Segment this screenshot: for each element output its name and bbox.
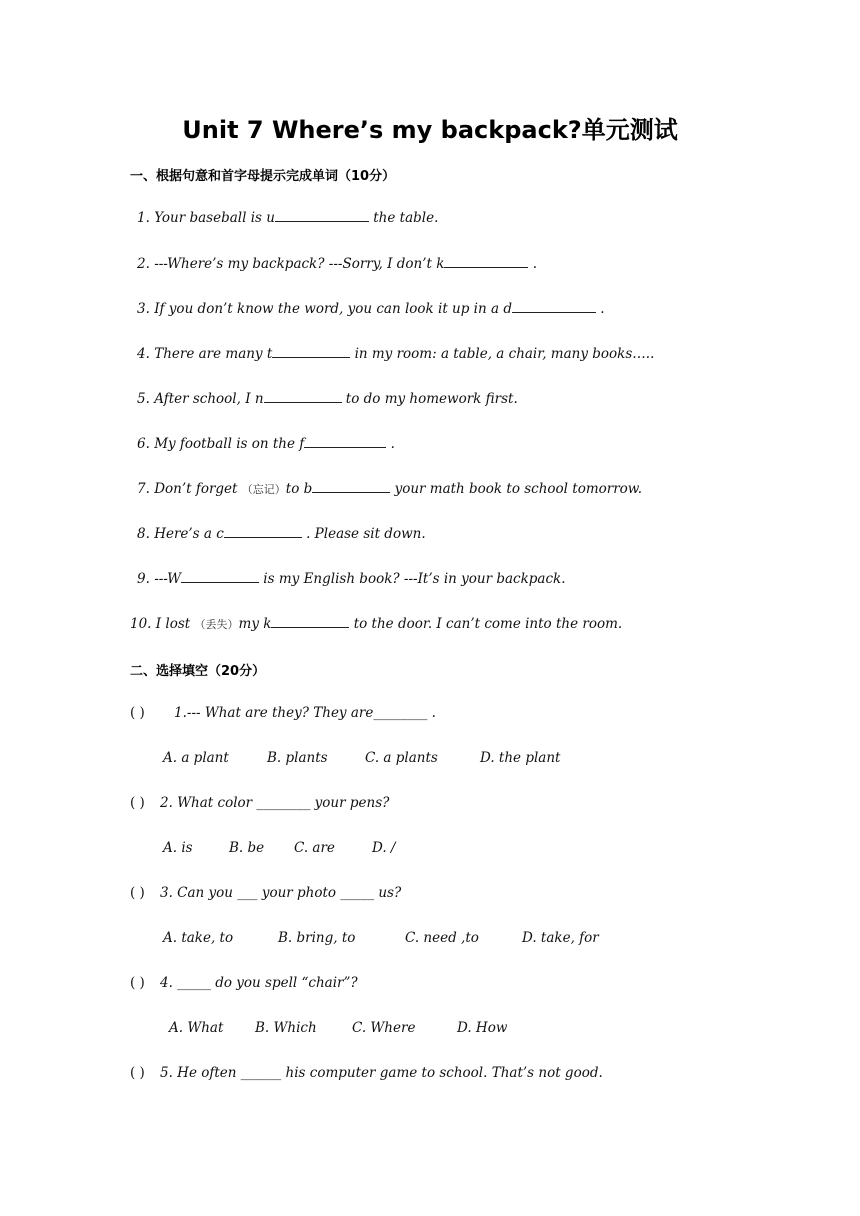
option-d[interactable]: D. How [457,1020,508,1036]
item-text-before: ---W [154,571,182,587]
item-text-before: I lost [155,616,191,632]
question-4-text: 4. _____ do you spell “chair”? [160,975,358,991]
item-text-after: . [386,436,395,452]
fill-item-1 [137,208,438,226]
option-a[interactable]: A. a plant [163,750,229,766]
answer-blank[interactable] [271,614,349,628]
answer-blank[interactable] [181,569,259,583]
answer-paren[interactable]: ( ) [130,975,145,991]
item-number: 9. [137,571,150,587]
item-text-after: in my room: a table, a chair, many books….. [350,346,655,362]
item-text-before: There are many t [154,346,273,362]
item-text-before: Here’s a c [154,526,224,542]
item-number: 8. [137,526,150,542]
item-text-before: My football is on the f [154,436,305,452]
answer-blank[interactable] [304,434,386,448]
section-2-heading: 二、选择填空（20分） [130,664,266,679]
answer-blank[interactable] [272,344,350,358]
question-1-text: 1.--- What are they? They are________ . [174,705,436,721]
option-a[interactable]: A. take, to [163,930,234,946]
answer-paren[interactable]: ( ) [130,705,145,721]
fill-item-6 [137,434,395,452]
item-text-mid: my k [238,616,272,632]
item-number: 4. [137,346,150,362]
item-text-after: your math book to school tomorrow. [390,481,643,497]
answer-blank[interactable] [512,299,596,313]
answer-paren[interactable]: ( ) [130,885,145,901]
fill-item-7 [137,479,642,497]
item-text-after: . [595,301,605,317]
option-d[interactable]: D. the plant [480,750,561,766]
option-b[interactable]: B. bring, to [278,930,356,946]
answer-blank[interactable] [224,524,302,538]
option-c[interactable]: C. Where [352,1020,416,1036]
item-number: 6. [137,436,150,452]
option-d[interactable]: D. take, for [522,930,599,946]
item-text-after: the table. [368,210,439,226]
item-number: 7. [137,481,150,497]
item-text-after: to the door. I can’t come into the room. [349,616,623,632]
item-number: 5. [137,391,150,407]
fill-item-3 [137,299,605,317]
option-b[interactable]: B. plants [267,750,328,766]
option-a[interactable]: A. What [169,1020,224,1036]
item-text-before: After school, I n [154,391,264,407]
item-text-after: . Please sit down. [301,526,426,542]
fill-item-4 [137,344,654,362]
option-a[interactable]: A. is [163,840,193,856]
item-text-mid: to b [285,481,313,497]
item-text-before: Your baseball is u [154,210,275,226]
answer-blank[interactable] [275,208,369,222]
answer-blank[interactable] [444,254,528,268]
fill-item-5 [137,389,518,407]
item-text-after: to do my homework first. [341,391,518,407]
question-5-text: 5. He often ______ his computer game to school. That’s not good. [160,1065,603,1081]
item-text-before: Don’t forget [154,481,238,497]
page-title: Unit 7 Where’s my backpack?单元测试 [182,116,678,144]
option-b[interactable]: B. be [229,840,265,856]
item-text-before: ---Where’s my backpack? ---Sorry, I don’t k [154,256,445,272]
option-b[interactable]: B. Which [255,1020,317,1036]
fill-item-2 [137,254,537,272]
answer-blank[interactable] [264,389,342,403]
option-c[interactable]: C. are [294,840,335,856]
item-number: 3. [137,301,150,317]
option-c[interactable]: C. need ,to [405,930,479,946]
fill-item-10 [130,614,622,632]
fill-item-8 [137,524,426,542]
item-text-after: . [528,256,538,272]
answer-paren[interactable]: ( ) [130,795,145,811]
item-number: 2. [137,256,150,272]
item-number: 10. [130,616,152,632]
answer-paren[interactable]: ( ) [130,1065,145,1081]
item-number: 1. [137,210,150,226]
answer-blank[interactable] [312,479,390,493]
option-d[interactable]: D. / [372,840,396,856]
option-c[interactable]: C. a plants [365,750,438,766]
question-3-text: 3. Can you ___ your photo _____ us? [160,885,402,901]
item-text-before: If you don’t know the word, you can look it up in a d [154,301,512,317]
question-2-text: 2. What color ________ your pens? [160,795,390,811]
item-text-after: is my English book? ---It’s in your backpack. [259,571,566,587]
section-1-heading: 一、根据句意和首字母提示完成单词（10分） [130,169,396,184]
chinese-gloss: （忘记） [241,483,286,496]
chinese-gloss: （丢失） [194,618,239,631]
fill-item-9 [137,569,566,587]
